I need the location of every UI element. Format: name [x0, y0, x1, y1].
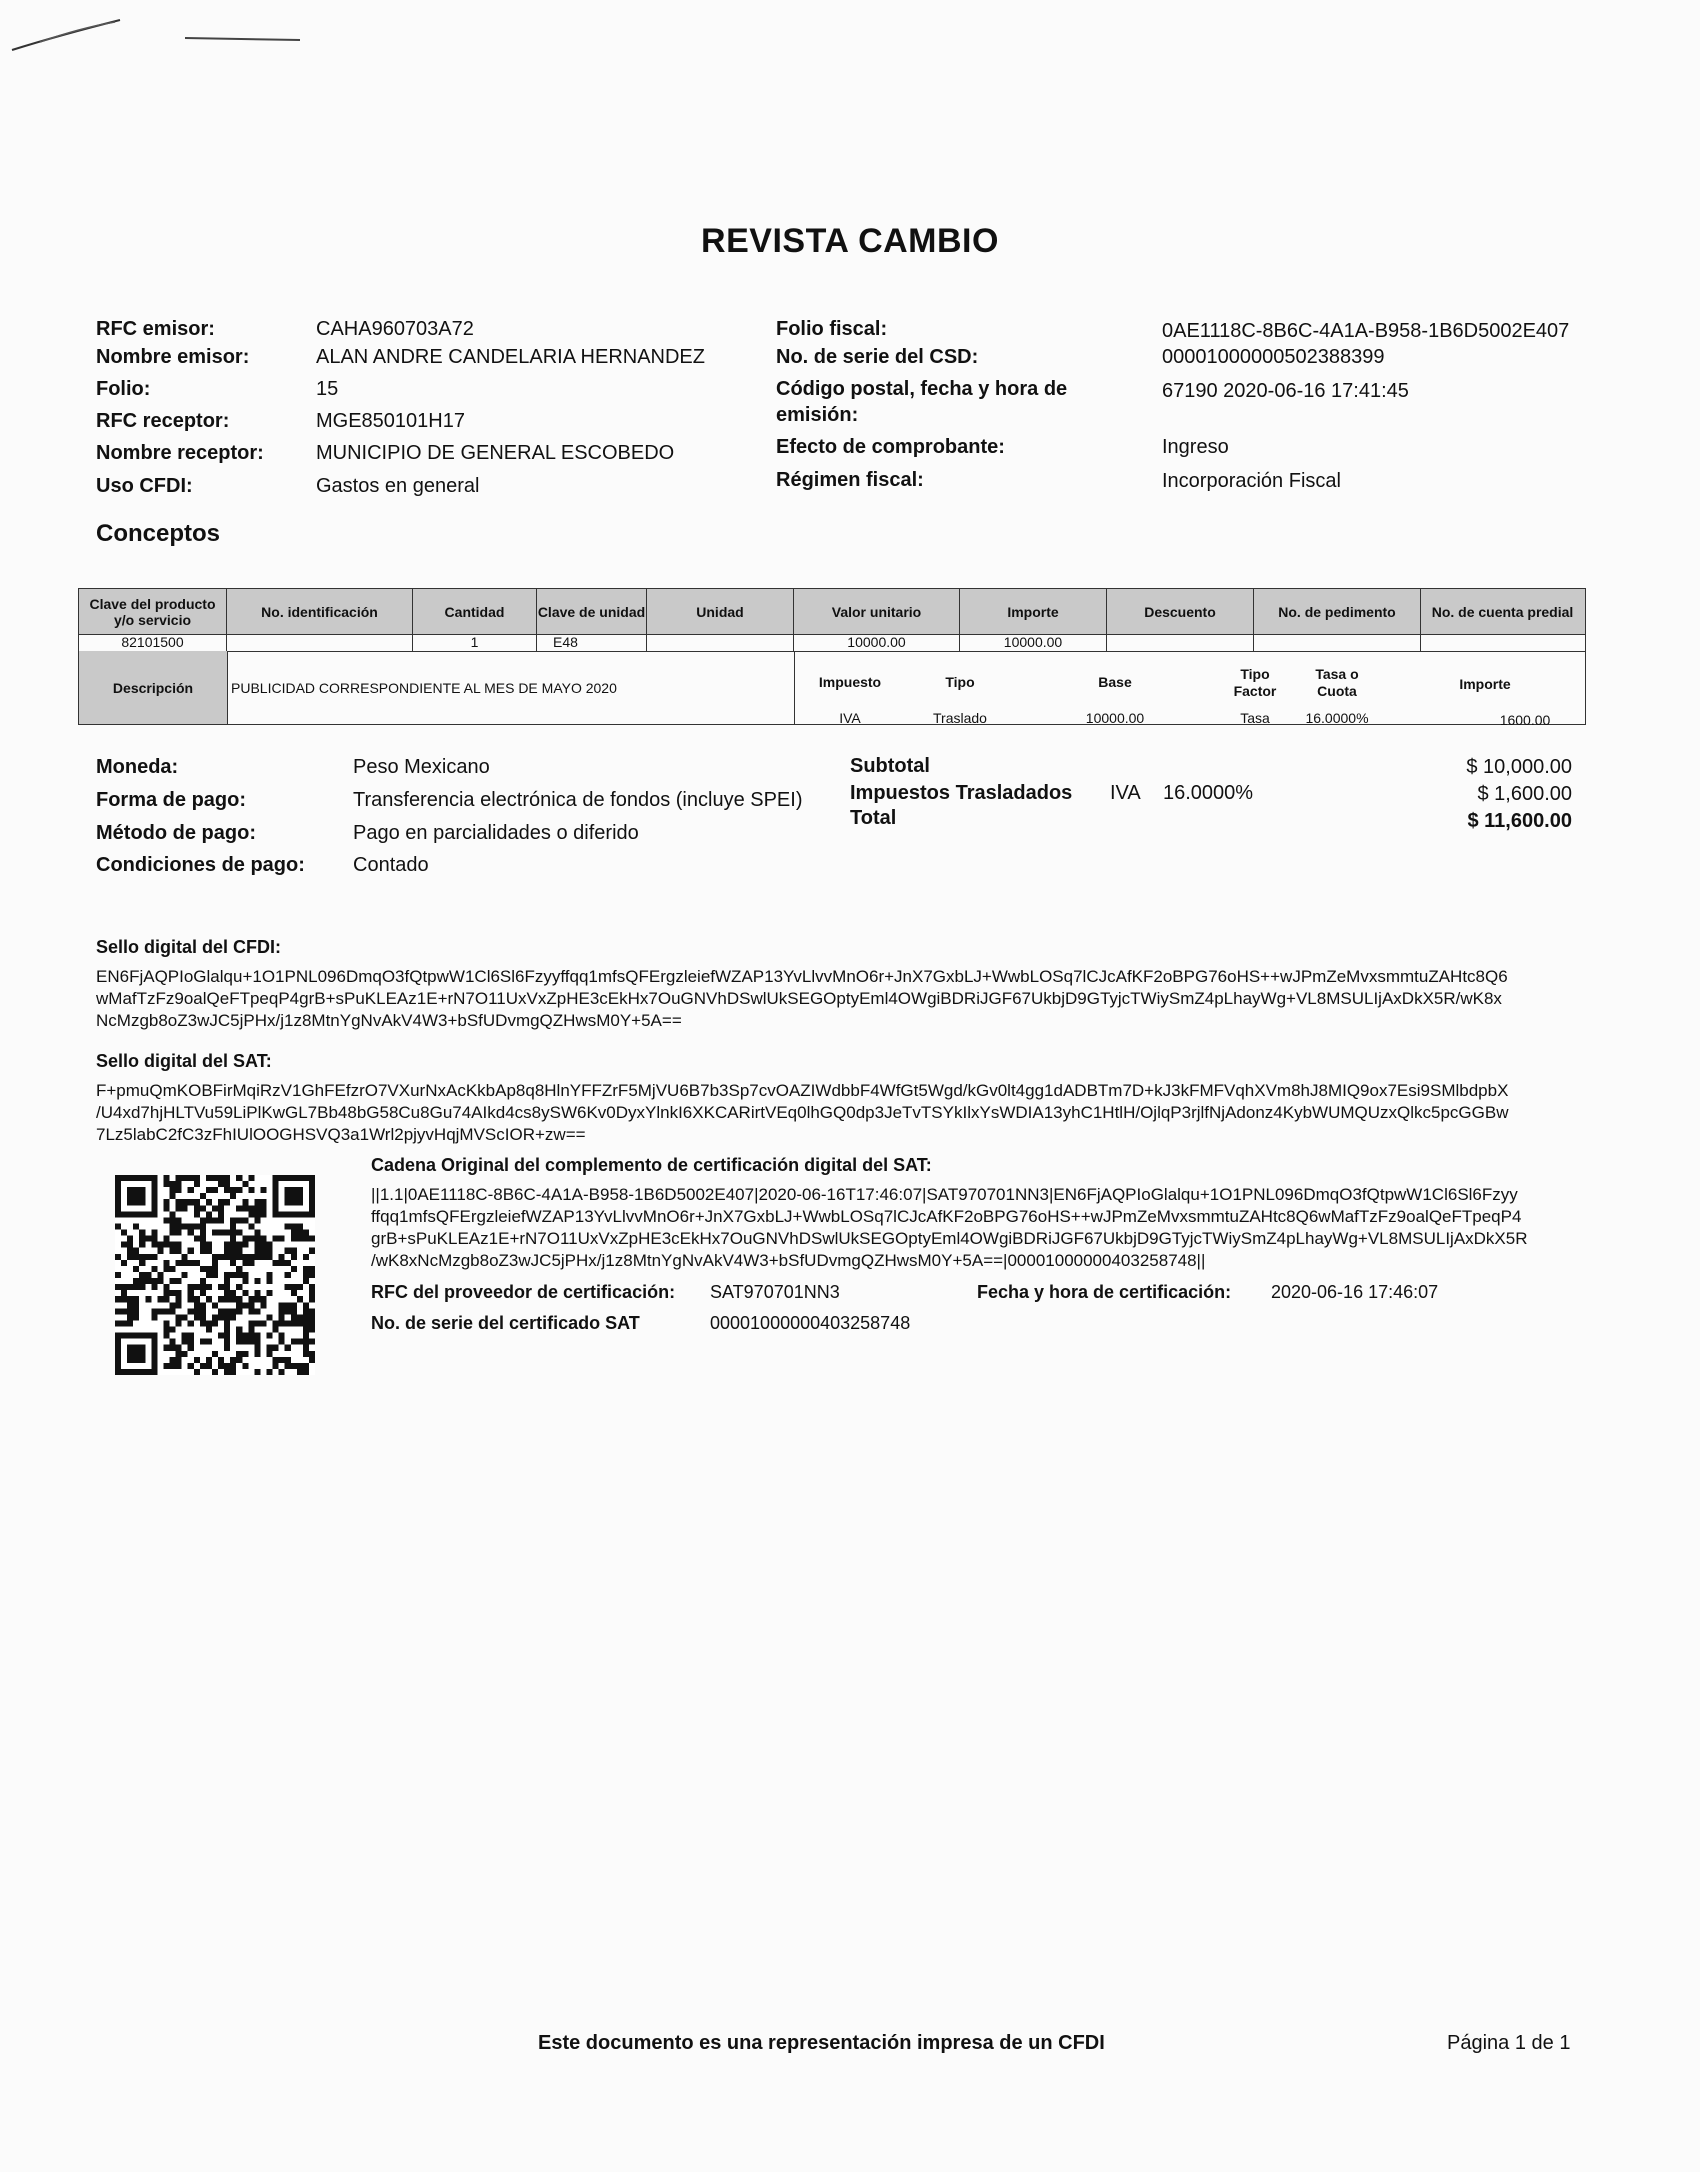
- tax-header-importe: Importe: [1459, 676, 1511, 692]
- table-cell: 10000.00: [960, 634, 1107, 651]
- folio-label: Folio:: [96, 378, 151, 400]
- codigo-postal-label: Código postal, fecha y hora de: [776, 378, 1068, 400]
- uso-cfdi-label: Uso CFDI:: [96, 475, 193, 497]
- table-header-cell: No. identificación: [227, 589, 413, 634]
- table-header-cell: No. de pedimento: [1254, 589, 1421, 634]
- table-cell: 10000.00: [794, 634, 960, 651]
- fecha-cert-label: Fecha y hora de certificación:: [977, 1282, 1232, 1302]
- tax-header-tipo-factor: [1210, 666, 1300, 700]
- impuestos-label: Impuestos Trasladados: [850, 782, 1073, 804]
- sello-cfdi-value: [96, 966, 1596, 1032]
- rfc-proveedor-value: SAT970701NN3: [710, 1282, 840, 1302]
- table-cell: [227, 634, 413, 651]
- forma-pago-value: Transferencia electrónica de fondos (incluye SPEI): [353, 789, 803, 811]
- table-header-cell: Clave del producto y/o servicio: [79, 589, 227, 634]
- descripcion-value: PUBLICIDAD CORRESPONDIENTE AL MES DE MAYO 2020: [231, 679, 617, 696]
- codigo-postal-value: 67190 2020-06-16 17:41:45: [1162, 380, 1409, 402]
- descripcion-divider: [794, 651, 795, 724]
- forma-pago-label: Forma de pago:: [96, 789, 247, 811]
- moneda-label: Moneda:: [96, 756, 179, 778]
- serie-sat-value: 00001000000403258748: [710, 1313, 911, 1333]
- uso-cfdi-value: Gastos en general: [316, 475, 480, 497]
- serie-csd-value: 00001000000502388399: [1162, 346, 1385, 368]
- folio-value: 15: [316, 378, 339, 400]
- total-value: $ 11,600.00: [1467, 810, 1572, 832]
- moneda-value: Peso Mexicano: [353, 756, 490, 778]
- tax-header-impuesto: Impuesto: [818, 674, 882, 690]
- sello-sat-label: Sello digital del SAT:: [96, 1051, 272, 1071]
- impuestos-tasa: 16.0000%: [1163, 782, 1254, 804]
- nombre-emisor-label: Nombre emisor:: [96, 346, 250, 368]
- sello-cfdi-line: wMafTzFz9oalQeFTpeqP4grB+sPuKLEAz1E+rN7O11UxVxZpHE3cEkHx7OuGNVhDSwlUkSEGOptyEml4OWgiBDRiJGF67UkbjD9GTyjcTWiySmZ4pLhayWg+VL8MSULIjAxDkX5R/wK8x: [96, 989, 1502, 1008]
- efecto-value: Ingreso: [1162, 436, 1229, 458]
- conceptos-title: Conceptos: [96, 520, 221, 547]
- impuestos-tipo: IVA: [1110, 782, 1141, 804]
- metodo-pago-label: Método de pago:: [96, 822, 256, 844]
- total-label: Total: [850, 807, 897, 829]
- table-row: [79, 634, 1585, 652]
- pencil-mark-icon: [10, 10, 310, 60]
- sello-cfdi-line: NcMzgb8oZ3wJC5jPHx/j1z8MtnYgNvAkV4W3+bSfUDvmgQZHwsM0Y+5A==: [96, 1011, 682, 1030]
- nombre-emisor-value: ALAN ANDRE CANDELARIA HERNANDEZ: [316, 346, 705, 368]
- regimen-label: Régimen fiscal:: [776, 469, 924, 491]
- sello-sat-line: F+pmuQmKOBFirMqiRzV1GhFEfzrO7VXurNxAcKkbAp8q8HlnYFFZrF5MjVU6B7b3Sp7cvOAZIWdbbF4WfGt5Wgd/kGv0lt4gg1dADBTm7D+kJ3kFMFVqhXVm8hJ8MIQ9ox7Esi9SMlbdpbX: [96, 1081, 1509, 1100]
- tax-header-base: Base: [1098, 674, 1132, 690]
- table-cell: [1107, 634, 1254, 651]
- subtotal-label: Subtotal: [850, 755, 930, 777]
- conceptos-table: [78, 588, 1586, 725]
- tax-value-tasa: 16.0000%: [1305, 710, 1369, 726]
- table-header-cell: Cantidad: [413, 589, 537, 634]
- table-cell: [1421, 634, 1584, 651]
- fecha-cert-value: 2020-06-16 17:46:07: [1271, 1282, 1439, 1302]
- table-header-cell: No. de cuenta predial: [1431, 603, 1574, 620]
- sello-cfdi-label: Sello digital del CFDI:: [96, 937, 282, 957]
- table-cell: 1: [413, 634, 537, 651]
- cadena-line: ffqq1mfsQFErgzleiefWZAP13YvLlvvMnO6r+JnX7GxbLJ+WwbLOSq7lCJcAfKF2oBPG76oHS++wJPmZeMvxsmmtuZAHtc8Q6wMafTzFz9oalQeFTpeqP4: [371, 1207, 1522, 1226]
- efecto-label: Efecto de comprobante:: [776, 436, 1005, 458]
- descripcion-label: Descripción: [79, 651, 228, 724]
- tax-value-importe: 1600.00: [1499, 712, 1551, 728]
- folio-fiscal-value: 0AE1118C-8B6C-4A1A-B958-1B6D5002E407: [1162, 320, 1570, 342]
- tax-value-tipo: Traslado: [933, 710, 987, 726]
- tax-value-base: 10000.00: [1085, 710, 1145, 726]
- cadena-value: [371, 1184, 1601, 1272]
- table-header-cell: Unidad: [647, 589, 794, 634]
- sello-sat-line: /U4xd7hjHLTVu59LiPlKwGL7Bb48bG58Cu8Gu74AIkd4cs8ySW6Kv0DyxYlnkI6XKCARirtVEq0lhGQ0dp3JeTvTSYkIlxYsWDIA13yhC1HtlH/OjlqP3rjlfNjAdonz4KybWUMQUzxQlkc5pcGGBw: [96, 1103, 1509, 1122]
- serie-csd-label: No. de serie del CSD:: [776, 346, 979, 368]
- rfc-proveedor-label: RFC del proveedor de certificación:: [371, 1282, 676, 1302]
- subtotal-value: $ 10,000.00: [1466, 756, 1572, 778]
- table-cell: [647, 634, 794, 651]
- regimen-value: Incorporación Fiscal: [1162, 470, 1341, 492]
- tax-header-tasa-line2: Cuota: [1317, 683, 1357, 699]
- rfc-receptor-label: RFC receptor:: [96, 410, 230, 432]
- table-header-cell: Clave de unidad: [537, 589, 647, 634]
- sello-sat-line: 7Lz5labC2fC3zFhIUlOOGHSVQ3a1Wrl2pjyvHqjMVScIOR+zw==: [96, 1125, 586, 1144]
- tax-header-tipo-factor-line2: Factor: [1233, 683, 1277, 699]
- condiciones-pago-label: Condiciones de pago:: [96, 854, 305, 876]
- sello-cfdi-line: EN6FjAQPIoGlalqu+1O1PNL096DmqO3fQtpwW1Cl6Sl6Fzyyffqq1mfsQFErgzleiefWZAP13YvLlvvMnO6r+JnX7GxbLJ+WwbLOSq7lCJcAfKF2oBPG76oHS++wJPmZeMvxsmmtuZAHtc8Q6: [96, 967, 1508, 986]
- folio-fiscal-label: Folio fiscal:: [776, 318, 888, 340]
- metodo-pago-value: Pago en parcialidades o diferido: [353, 822, 639, 844]
- tax-header-tipo: Tipo: [945, 674, 975, 690]
- page-number: Página 1 de 1: [1447, 2032, 1571, 2054]
- tax-header-tasa: [1292, 666, 1382, 700]
- rfc-emisor-label: RFC emisor:: [96, 318, 215, 340]
- qr-code-icon: [115, 1175, 315, 1375]
- impuestos-value: $ 1,600.00: [1477, 783, 1572, 805]
- table-cell: 82101500: [79, 634, 227, 651]
- cadena-line: grB+sPuKLEAz1E+rN7O11UxVxZpHE3cEkHx7OuGNVhDSwlUkSEGOptyEml4OWgiBDRiJGF67UkbjD9GTyjcTWiySmZ4pLhayWg+VL8MSULIjAxDkX5R: [371, 1229, 1528, 1248]
- condiciones-pago-value: Contado: [353, 854, 429, 876]
- table-header-cell: Valor unitario: [794, 589, 960, 634]
- tax-header-tipo-factor-line1: Tipo: [1240, 666, 1270, 682]
- sello-sat-value: [96, 1080, 1596, 1146]
- tax-value-tipo-factor: Tasa: [1240, 710, 1270, 726]
- rfc-receptor-value: MGE850101H17: [316, 410, 465, 432]
- table-cell: [1254, 634, 1421, 651]
- tax-value-impuesto: IVA: [839, 710, 861, 726]
- cadena-line: ||1.1|0AE1118C-8B6C-4A1A-B958-1B6D5002E407|2020-06-16T17:46:07|SAT970701NN3|EN6FjAQPIoGlalqu+1O1PNL096DmqO3fQtpwW1Cl6Sl6Fzyy: [371, 1185, 1518, 1204]
- footer-note: Este documento es una representación impresa de un CFDI: [538, 2032, 1105, 2054]
- table-cell: E48: [537, 634, 647, 651]
- tax-header-tasa-line1: Tasa o: [1315, 666, 1359, 682]
- rfc-emisor-value: CAHA960703A72: [316, 318, 474, 340]
- nombre-receptor-value: MUNICIPIO DE GENERAL ESCOBEDO: [316, 442, 675, 464]
- cadena-label: Cadena Original del complemento de certificación digital del SAT:: [371, 1155, 932, 1175]
- nombre-receptor-label: Nombre receptor:: [96, 442, 264, 464]
- table-header-row: [79, 589, 1585, 635]
- cadena-line: /wK8xNcMzgb8oZ3wJC5jPHx/j1z8MtnYgNvAkV4W3+bSfUDvmgQZHwsM0Y+5A==|00001000000403258748||: [371, 1251, 1206, 1270]
- table-header-cell: Importe: [960, 589, 1107, 634]
- serie-sat-label: No. de serie del certificado SAT: [371, 1313, 640, 1333]
- document-title: REVISTA CAMBIO: [701, 222, 999, 260]
- table-header-cell: Descuento: [1107, 589, 1254, 634]
- codigo-postal-label-2: emisión:: [776, 404, 859, 426]
